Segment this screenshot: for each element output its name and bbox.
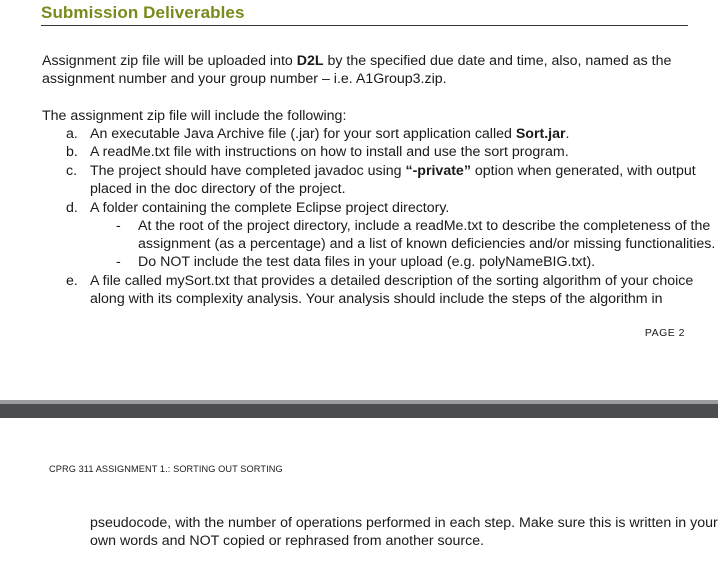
item-e-line-1: A file called mySort.txt that provides a detailed description of the sorting algorithm of your choice bbox=[90, 273, 694, 289]
item-a-period: . bbox=[565, 126, 570, 142]
section-heading: Submission Deliverables bbox=[41, 3, 245, 22]
item-c-text-2: option when generated, with output bbox=[470, 163, 696, 179]
intro-d2l: D2L bbox=[296, 53, 324, 69]
continuation-line-1: pseudocode, with the number of operations performed in each step. Make sure this is written in your bbox=[90, 515, 718, 531]
item-a-label: a. bbox=[66, 126, 78, 142]
item-d-sub-1-bullet: - bbox=[116, 218, 121, 234]
item-a-text bbox=[90, 125, 569, 143]
item-d-sub-1-line-1: At the root of the project directory, include a readMe.txt to describe the completeness of the bbox=[138, 218, 711, 234]
intro-text: Assignment zip file will be uploaded into bbox=[42, 53, 297, 69]
document-page-2 bbox=[0, 418, 718, 574]
intro-line-1 bbox=[42, 52, 671, 70]
page-header-title: CPRG 311 ASSIGNMENT 1.: SORTING OUT SORTING bbox=[49, 464, 283, 474]
item-d-sub-2-line-1: Do NOT include the test data files in your upload (e.g. polyNameBIG.txt). bbox=[138, 254, 596, 270]
intro-line-2: assignment number and your group number – i.e. A1Group3.zip. bbox=[42, 71, 447, 87]
item-b-text: A readMe.txt file with instructions on how to install and use the sort program. bbox=[90, 144, 569, 160]
continuation-line-2: own words and NOT copied or rephrased from another source. bbox=[90, 533, 485, 549]
item-d-text: A folder containing the complete Eclipse project directory. bbox=[90, 200, 450, 216]
heading-rule bbox=[41, 25, 688, 26]
item-a-sortjar: Sort.jar bbox=[515, 126, 566, 142]
item-d-sub-2-bullet: - bbox=[116, 254, 121, 270]
item-b-label: b. bbox=[66, 144, 78, 160]
item-a-text-1: An executable Java Archive file (.jar) for your sort application called bbox=[90, 126, 516, 142]
item-e-line-2: along with its complexity analysis. Your analysis should include the steps of the algorithm in bbox=[90, 291, 663, 307]
item-e-label: e. bbox=[66, 273, 78, 289]
page-number: PAGE 2 bbox=[644, 327, 685, 339]
item-d-label: d. bbox=[66, 200, 78, 216]
item-c-line-1 bbox=[90, 162, 696, 180]
intro-text-cont: by the specified due date and time, also, named as the bbox=[323, 53, 672, 69]
item-c-text-1: The project should have completed javadoc using bbox=[90, 163, 406, 179]
item-c-label: c. bbox=[66, 163, 78, 179]
item-c-private-option: “-private” bbox=[405, 163, 471, 179]
item-c-line-2: placed in the doc directory of the project. bbox=[90, 181, 346, 197]
page-separator-highlight bbox=[0, 400, 718, 404]
item-d-sub-1-line-2: assignment (as a percentage) and a list of known deficiencies and/or missing functionalities. bbox=[138, 236, 716, 252]
list-intro: The assignment zip file will include the following: bbox=[42, 108, 347, 124]
